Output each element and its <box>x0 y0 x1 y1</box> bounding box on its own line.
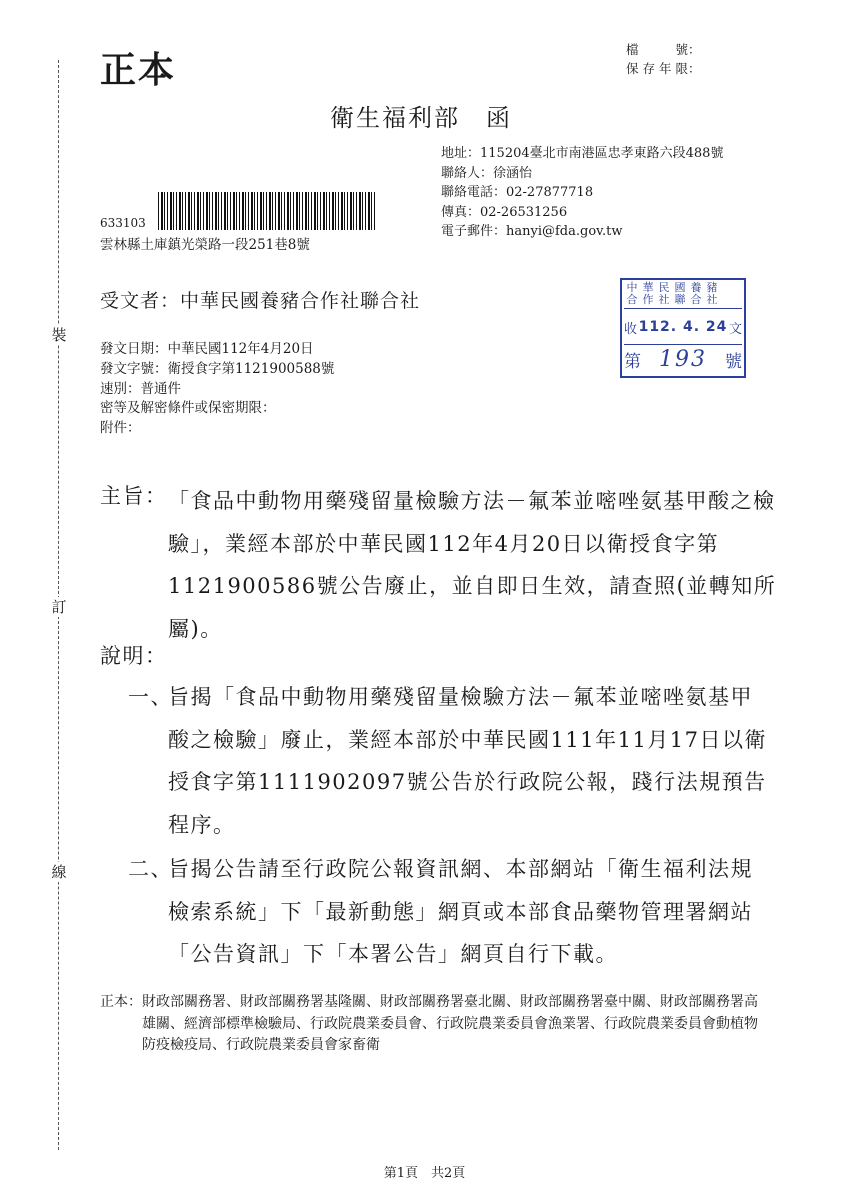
contact-address: 地址：115204臺北市南港區忠孝東路六段488號 <box>441 146 724 161</box>
explanation-item: 旨揭公告請至行政院公報資訊網、本部網站「衛生福利法規檢索系統」下「最新動態」網頁或本部食品藥物管理署網站「公告資訊」下「本署公告」網頁自行下載。 <box>168 857 753 966</box>
stamp-number: 193 <box>659 346 707 372</box>
copy-type-mark: 正本 <box>100 49 177 91</box>
stamp-number-row <box>624 346 742 372</box>
page-footer: 第1頁 共2頁 <box>383 1166 466 1181</box>
stamp-received-suffix: 文 <box>728 321 742 337</box>
document-number: 發文字號：衛授食字第1121900588號 <box>100 360 335 377</box>
security-level: 密等及解密條件或保密期限： <box>100 400 276 417</box>
contact-fax: 傳真：02-26531256 <box>441 204 568 220</box>
cc-block <box>100 992 758 1057</box>
stamp-org-col: 養 合 <box>690 281 702 306</box>
cc-recipients: 財政部關務署、財政部關務署基隆關、財政部關務署臺北關、財政部關務署臺中關、財政部關務署高雄關、經濟部標準檢驗局、行政院農業委員會、行政院農業委員會漁業署、行政院農業委員會動植物防疫檢疫局、行政院農業委員會家畜衛 <box>142 994 758 1053</box>
contact-block <box>441 144 723 242</box>
retention-label: 保存年限 <box>626 61 688 76</box>
cut-mark-line: 線 <box>48 862 70 882</box>
received-stamp <box>620 278 746 378</box>
stamp-org-col: 豬 社 <box>706 281 718 306</box>
explanation-number: 一、 <box>128 685 173 709</box>
delivery-speed: 速別：普通件 <box>100 380 181 397</box>
issue-date: 發文日期：中華民國112年4月20日 <box>100 341 314 357</box>
stamp-received-date: 112. 4. 24 <box>638 319 728 335</box>
stamp-org-col: 民 社 <box>658 281 670 306</box>
stamp-org-name <box>624 282 742 309</box>
stamp-received-prefix: 收 <box>624 321 638 337</box>
attachments: 附件： <box>100 420 141 437</box>
cc-label: 正本： <box>100 994 142 1010</box>
stamp-number-suffix: 號 <box>725 351 742 372</box>
file-number-label: 檔 號 <box>626 42 688 57</box>
recipient: 受文者：中華民國養豬合作社聯合社 <box>100 290 421 312</box>
contact-email[interactable]: 電子郵件：hanyi@fda.gov.tw <box>441 224 623 239</box>
cut-mark-staple: 訂 <box>48 597 70 617</box>
file-info: 檔 號 ： 保存年限 ： <box>626 42 701 76</box>
mailing-address: 雲林縣土庫鎮光榮路一段251巷8號 <box>100 237 310 253</box>
explanation-label: 說明： <box>100 644 168 668</box>
stamp-org-col: 國 聯 <box>674 281 686 306</box>
document-meta <box>100 340 334 439</box>
postal-barcode <box>158 192 376 230</box>
agency-title: 衛生福利部 函 <box>330 104 512 132</box>
stamp-org-col: 華 作 <box>642 281 654 306</box>
cut-mark-bind: 裝 <box>48 325 70 345</box>
stamp-number-prefix: 第 <box>624 351 641 372</box>
contact-phone: 聯絡電話：02-27877718 <box>441 185 594 200</box>
subject-label: 主旨： <box>100 484 168 508</box>
stamp-org-col: 中 合 <box>626 281 638 306</box>
explanation-number: 二、 <box>128 857 173 881</box>
postal-code: 633103 <box>100 216 146 230</box>
stamp-received-row <box>624 310 742 345</box>
contact-person: 聯絡人：徐涵怡 <box>441 165 533 181</box>
subject-text: 「食品中動物用藥殘留量檢驗方法－氟苯並嘧唑氨基甲酸之檢驗」，業經本部於中華民國112年4月20日以衛授食字第1121900586號公告廢止，並自即日生效，請查照(並轉知所屬)。 <box>168 489 777 641</box>
explanation-item: 旨揭「食品中動物用藥殘留量檢驗方法－氟苯並嘧唑氨基甲酸之檢驗」廢止，業經本部於中華民國111年11月17日以衛授食字第1111902097號公告於行政院公報，踐行法規預告程序。 <box>168 685 768 837</box>
